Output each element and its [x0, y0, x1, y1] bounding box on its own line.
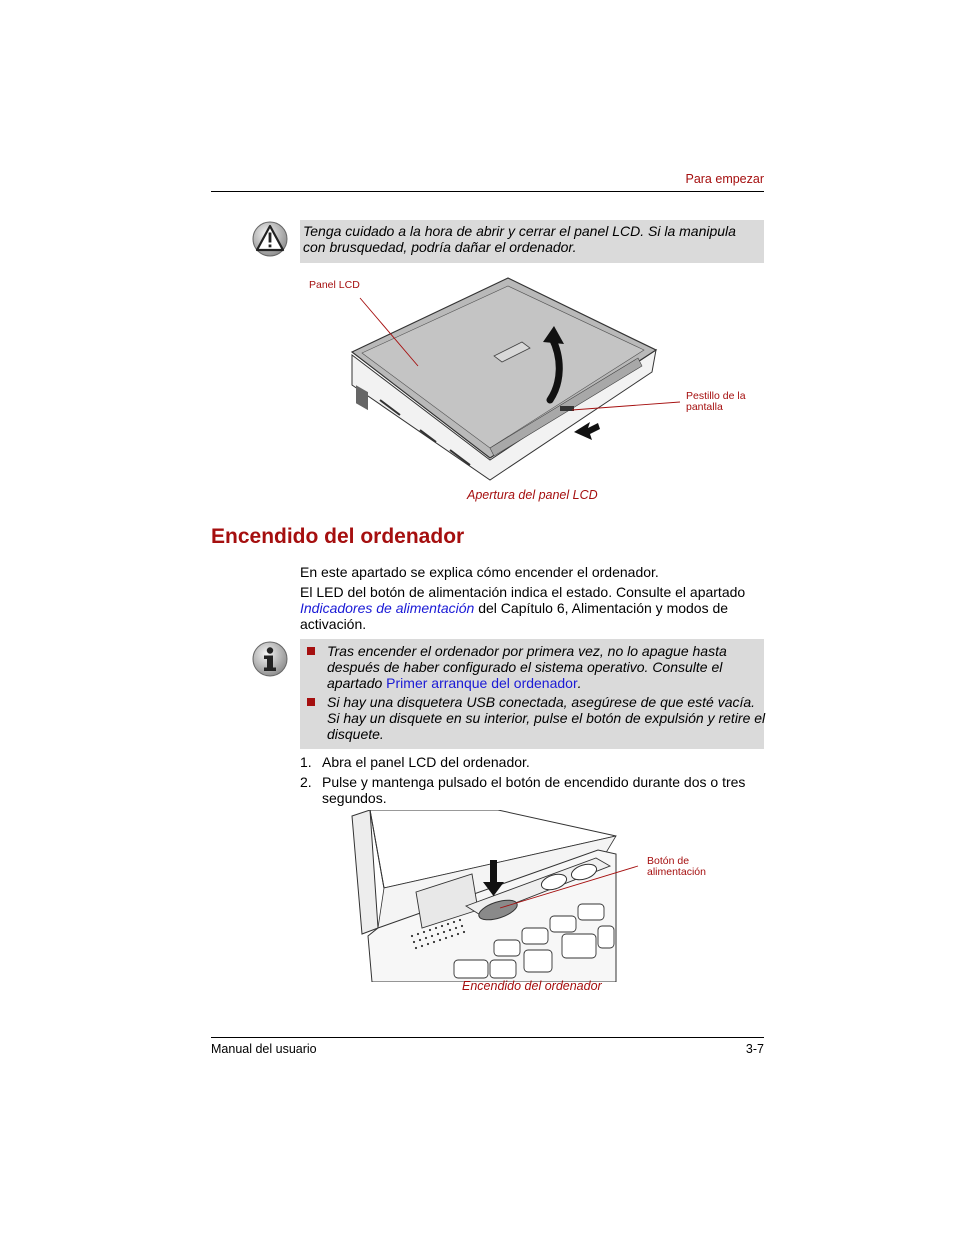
step-item — [300, 774, 764, 806]
label-panel-lcd: Panel LCD — [309, 279, 360, 291]
footer-title: Manual del usuario — [211, 1042, 317, 1056]
info-bullet-2-line1: Si hay una disquetera USB conectada, asegúrese de que esté vacía. — [327, 694, 756, 710]
info-bullet-1-line3 — [327, 675, 785, 691]
info-bullet-1-line2: después de haber configurado el sistema operativo. Consulte el — [327, 659, 723, 675]
info-bullet-1 — [303, 643, 785, 691]
step-number: 1. — [300, 754, 312, 770]
label-display-latch-line2: pantalla — [686, 401, 723, 413]
bullet-square-icon — [307, 647, 315, 655]
step-number: 2. — [300, 774, 312, 790]
info-icon — [251, 640, 289, 678]
steps-list — [300, 754, 764, 806]
laptop-open-illustration — [348, 810, 648, 982]
page-number: 3-7 — [745, 1042, 764, 1056]
figure2-caption: Encendido del ordenador — [462, 979, 602, 993]
caution-text: Tenga cuidado a la hora de abrir y cerrar el panel LCD. Si la manipula con brusquedad, podría dañar el ordenador. — [303, 223, 736, 255]
info-bullet-1-pre: apartado — [327, 675, 387, 691]
header-rule — [211, 191, 764, 192]
info-note — [300, 639, 764, 749]
info-bullet-2-line3: disquete. — [327, 726, 384, 742]
label-power-button — [647, 856, 706, 878]
label-display-latch-line1: Pestillo de la — [686, 390, 746, 402]
label-display-latch — [686, 391, 746, 413]
intro-paragraph-2-line2 — [300, 600, 764, 616]
figure1-caption: Apertura del panel LCD — [467, 488, 598, 502]
info-bullet-2-line2: Si hay un disquete en su interior, pulse el botón de expulsión y retire el — [327, 710, 766, 726]
step-text-line1: Pulse y mantenga pulsado el botón de encendido durante dos o tres — [322, 774, 746, 790]
caution-note — [300, 220, 764, 263]
label-power-button-line1: Botón de — [647, 855, 690, 867]
label-power-button-line2: alimentación — [647, 866, 706, 878]
section-title: Encendido del ordenador — [211, 525, 465, 548]
info-bullet-2 — [303, 694, 785, 742]
link-power-indicators[interactable]: Indicadores de alimentación — [300, 600, 475, 616]
intro-paragraph-2-rest: del Capítulo 6, Alimentación y modos de — [474, 600, 729, 616]
warning-triangle-icon — [251, 220, 289, 258]
step-text-line2: segundos. — [322, 790, 387, 806]
intro-paragraph-1: En este apartado se explica cómo encender el ordenador. — [300, 564, 659, 580]
intro-paragraph-2-line1: El LED del botón de alimentación indica el estado. Consulte el apartado — [300, 584, 746, 600]
info-bullet-1-line1: Tras encender el ordenador por primera vez, no lo apague hasta — [327, 643, 727, 659]
intro-paragraph-2 — [300, 584, 764, 632]
footer-rule — [211, 1037, 764, 1038]
bullet-square-icon — [307, 698, 315, 706]
step-item — [300, 754, 764, 774]
info-bullet-1-post: . — [577, 675, 582, 691]
intro-paragraph-2-line3: activación. — [300, 616, 367, 632]
laptop-closed-illustration — [340, 270, 680, 485]
step-text: Abra el panel LCD del ordenador. — [322, 754, 530, 770]
running-header: Para empezar — [685, 172, 764, 186]
link-first-startup[interactable]: Primer arranque del ordenador — [386, 675, 578, 691]
